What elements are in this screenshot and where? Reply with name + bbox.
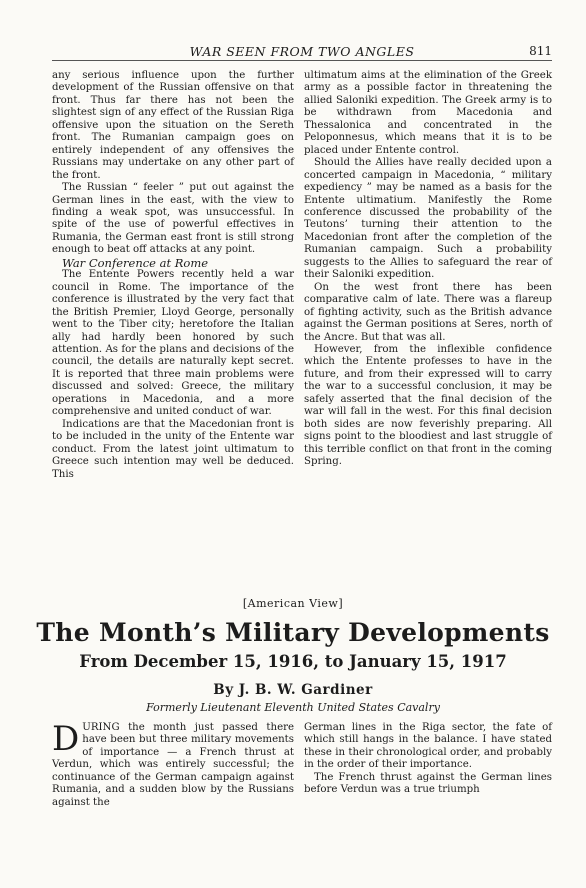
- upper-right-column: [304, 70, 552, 469]
- upper-left-column: [52, 70, 294, 481]
- section-tag: [American View]: [242, 597, 344, 610]
- section-subheading: War Conference at Rome: [62, 255, 209, 270]
- byline: By J. B. W. Gardiner: [213, 682, 373, 698]
- running-header: [52, 44, 552, 61]
- paragraph: The Russian “ feeler ” put out against the German lines in the east, with the view to finding a weak spot, was unsuccessful. In spite of the use of powerful effectives in Rumania, the German east front is still strong enough to beat off attacks at any point.: [52, 182, 294, 256]
- page-number: 811: [529, 44, 552, 58]
- paragraph: Indications are that the Macedonian front is to be included in the unity of the Entente war conduct. From the latest joint ultimatum to Greece such intention may well be deduced. This: [52, 418, 294, 480]
- article-title: The Month’s Military Developments: [36, 618, 550, 647]
- paragraph: Should the Allies have really decided upon a concerted campaign in Macedonia, “ military expediency ” may be named as a basis for the Entente ultimatium. Manifestly the Rome conference discussed the probability of the Teutons’ turning their attention to the Macedonian front after the completion of the Rumanian campaign. Such a probability suggests to the Allies to safeguard the rear of their Saloniki expedition.: [304, 157, 552, 281]
- byline-title: Formerly Lieutenant Eleventh United States Cavalry: [146, 701, 440, 714]
- paragraph: However, from the inflexible confidence which the Entente professes to have in the future, and from their expressed will to carry the war to a successful conclusion, it may be safely asserted that the final decision of the war will fall in the west. For this final decision both sides are now feverishly preparing. All signs point to the bloodiest and last struggle of this terrible conflict on that front in the coming Spring.: [304, 343, 552, 468]
- paragraph: [52, 719, 294, 809]
- running-head-title: WAR SEEN FROM TWO ANGLES: [189, 44, 415, 59]
- paragraph: The Entente Powers recently held a war council in Rome. The importance of the conference is illustrated by the very fact that the British Premier, Lloyd George, personally went to the Tiber city; heretofore the Italian ally had hardly been honored by such attention. As for the plans and decisions of the council, the details are naturally kept secret. It is reported that three main problems were discussed and solved: Greece, the military operations in Macedonia, and a more comprehensive and united conduct of war.: [52, 269, 294, 418]
- paragraph: The French thrust against the German lines before Verdun was a true triumph: [304, 771, 552, 796]
- paragraph: German lines in the Riga sector, the fate of which still hangs in the balance. I have stated these in their chronological order, and probably in the order of their importance.: [304, 722, 552, 771]
- paragraph-text: URING the month just passed there have been but three military movements of importance — a French thrust at Verdun, which was entirely successful; the continuance of the German campaign against Rumania, and a sudden blow by the Russians against the: [52, 722, 294, 808]
- paragraph: On the west front there has been comparative calm of late. There was a flareup of fighting activity, such as the British advance against the German positions at Seres, north of the Ancre. But that was all.: [304, 281, 552, 343]
- article-right-column: [304, 722, 552, 797]
- article-left-column: [52, 719, 294, 809]
- paragraph: ultimatum aims at the elimination of the Greek army as a possible factor in threatening the allied Saloniki expedition. The Greek army is to be withdrawn from Macedonia and Thessalonica and concentrated in the Peloponnesus, which means that it is to be placed under Entente control.: [304, 70, 552, 156]
- paragraph: any serious influence upon the further development of the Russian offensive on that front. Thus far there has not been the slightest sign of any effect of the Russian Riga offensive upon the situation on the Sereth front. The Rumanian campaign goes on entirely independent of any offensives the Russians may undertake on any other part of the front.: [52, 70, 294, 181]
- article-subtitle: From December 15, 1916, to January 15, 1917: [79, 652, 507, 671]
- drop-cap: D: [52, 719, 80, 759]
